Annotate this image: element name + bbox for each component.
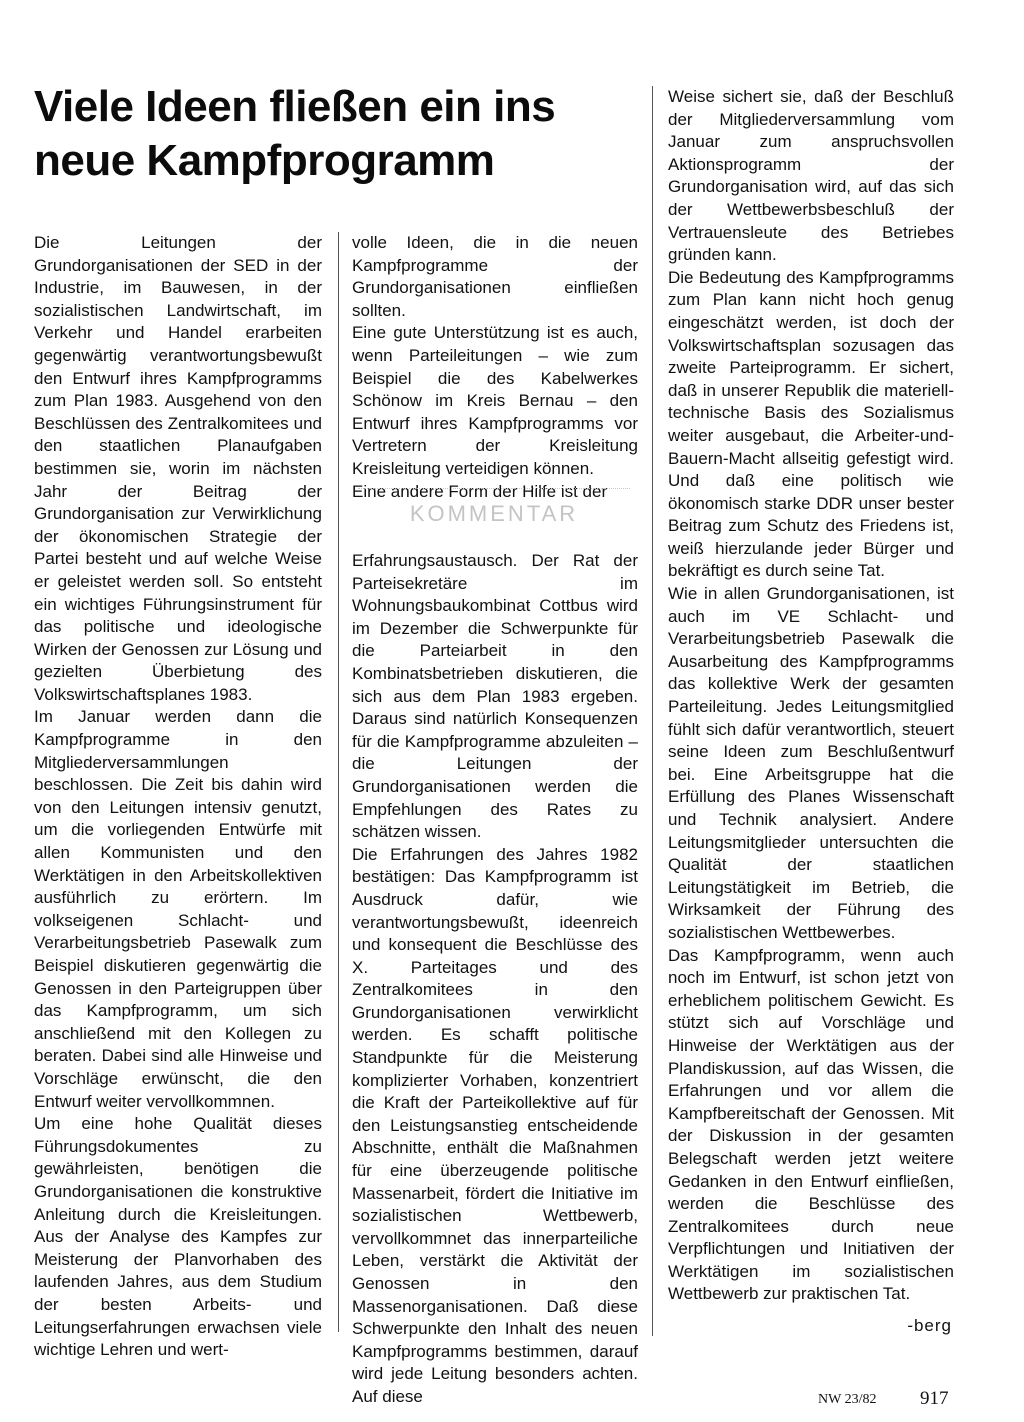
paragraph: Die Erfahrungen des Jahres 1982 bestätigen: Das Kampfprogramm ist Ausdruck dafür, wie verantwortungsbewußt, ideenreich und konsequent die Beschlüsse des X. Parteitages und des Zentralkomitees in den Grundorganisationen verwirklicht werden. Es schafft politische Standpunkte für die Meisterung komplizierter Vorhaben, konzentriert die Kraft der Parteikollektive auf für den Leistungsanstieg entscheidende Abschnitte, enthält die Maßnahmen für eine überzeugende politische Massenarbeit, fördert die Initiative im sozialistischen Wettbewerb, vervollkommnet das innerparteiliche Leben, verstärkt die Aktivität der Genossen in den Massenorganisationen. Daß diese Schwerpunkte den Inhalt des neuen Kampfprogramms bestimmen, darauf wird jede Leitung besonders achten. Auf diese (352, 844, 638, 1406)
author-signature: -berg (907, 1316, 952, 1335)
paragraph: Weise sichert sie, daß der Beschluß der Mitgliederversammlung vom Januar zum anspruchsvollen Aktionsprogramm der Grundorganisation wird, auf das sich der Wettbewerbsbeschluß der Vertrauensleute des Betriebes gründen kann. (668, 87, 954, 265)
issue-label: NW 23/82 (818, 1392, 877, 1407)
paragraph: Eine gute Unterstützung ist es auch, wenn Parteileitungen – wie zum Beispiel die des Kabelwerkes Schönow im Kreis Bernau – den Entwurf ihres Kampfprogramms vor Vertretern der Kreisleitung Kreisleitung verteidigen können. (352, 323, 638, 478)
kommentar-label: KOMMENTAR (409, 501, 579, 526)
text-column-3 (668, 86, 954, 1306)
paragraph: Die Bedeutung des Kampfprogramms zum Plan kann nicht hoch genug eingeschätzt werden, ist doch der Volkswirtschaftsplan sozusagen das zweite Parteiprogramm. Er sichert, daß in unserer Republik die materiell-technische Basis des Sozialismus weiter ausgebaut, die Arbeiter-und-Bauern-Macht allseitig gefestigt wird. Und daß eine politisch wie ökonomisch starke DDR unser bester Beitrag zum Schutz des Friedens ist, weiß hierzulande jeder Bürger und bekräftigt es durch seine Tat. (668, 267, 954, 581)
text-column-1 (34, 232, 322, 1362)
paragraph: Eine andere Form der Hilfe ist der (352, 481, 608, 501)
page-number: 917 (920, 1388, 949, 1409)
paragraph: Im Januar werden dann die Kampfprogramme in den Mitgliederversammlungen beschlossen. Die Zeit bis dahin wird von den Leitungen intensiv genutzt, um die vorliegenden Entwürfe mit allen Kommunisten und den Werktätigen in den Arbeitskollektiven ausführlich zu erörtern. Im volkseigenen Schlacht- und Verarbeitungsbetrieb Pasewalk zum Beispiel diskutieren gegenwärtig die Genossen in den Parteigruppen über das Kampfprogramm, um sich anschließend mit den Kollegen zu beraten. Dabei sind alle Hinweise und Vorschläge erwünscht, die den Entwurf weiter vervollkommnen. (34, 707, 322, 1111)
paragraph: Erfahrungsaustausch. Der Rat der Parteisekretäre im Wohnungsbaukombinat Cottbus wird im Dezember die Schwerpunkte für die Parteiarbeit in den Kombinatsbetrieben diskutieren, die sich aus dem Plan 1983 ergeben. Daraus sind natürlich Konsequenzen für die Kampfprogramme abzuleiten – die Leitungen der Grundorganisationen werden die Empfehlungen des Rates zu schätzen wissen. (352, 551, 638, 842)
text-column-2-top (352, 232, 638, 503)
paragraph: volle Ideen, die in die neuen Kampfprogramme der Grundorganisationen einfließen sollten. (352, 233, 638, 320)
text-column-2-bottom (352, 550, 638, 1409)
paragraph: Um eine hohe Qualität dieses Führungsdokumentes zu gewährleisten, benötigen die Grundorganisationen die konstruktive Anleitung durch die Kreisleitungen. Aus der Analyse des Kampfes zur Meisterung der Planvorhaben des laufenden Jahres, aus dem Studium der besten Arbeits- und Leitungserfahrungen erwachsen viele wichtige Lehren und wert- (34, 1114, 322, 1360)
page-title: Viele Ideen fließen ein ins neue Kampfprogramm (34, 82, 556, 185)
paragraph: Das Kampfprogramm, wenn auch noch im Entwurf, ist schon jetzt von erheblichem politischem Gewicht. Es stützt sich auf Vorschläge und Hinweise der Werktätigen aus der Plandiskussion, auf das Wissen, die Erfahrungen und vor allem die Kampfbereitschaft der Genossen. Mit der Diskussion in der gesamten Belegschaft werden jetzt weitere Gedanken in den Entwurf einfließen, werden die Beschlüsse des Zentralkomitees durch neue Verpflichtungen und Initiativen der Werktätigen im sozialistischen Wettbewerb zur praktischen Tat. (668, 945, 954, 1304)
paragraph: Die Leitungen der Grundorganisationen der SED in der Industrie, im Bauwesen, in der sozialistischen Landwirtschaft, im Verkehr und Handel erarbeiten gegenwärtig verantwortungsbewußt den Entwurf ihres Kampfprogramms zum Plan 1983. Ausgehend von den Beschlüssen des Zentralkomitees und den staatlichen Planaufgaben bestimmen sie, worin im nächsten Jahr der Beitrag der Grundorganisation zur Verwirklichung der ökonomischen Strategie der Partei besteht und auf welche Weise er geleistet werden soll. So entsteht ein wichtiges Führungsinstrument für das politische und ideologische Wirken der Genossen zur Lösung und gezielten Überbietung des Volkswirtschaftsplanes 1983. (34, 233, 322, 704)
column-divider (652, 86, 653, 1336)
paragraph: Wie in allen Grundorganisationen, ist auch im VE Schlacht- und Verarbeitungsbetrieb Pasewalk die Ausarbeitung des Kampfprogramms das kollektive Werk der gesamten Parteileitung. Jedes Leitungsmitglied fühlt sich dafür verantwortlich, steuert seine Ideen zum Beschlußentwurf bei. Eine Arbeitsgruppe hat die Erfüllung des Planes Wissenschaft und Technik analysiert. Andere Leitungsmitglieder untersuchten die Qualität der staatlichen Leitungstätigkeit im Betrieb, die Wirksamkeit der Führung des sozialistischen Wettbewerbes. (668, 584, 954, 942)
column-divider (338, 232, 339, 1332)
kommentar-stamp (358, 488, 630, 539)
